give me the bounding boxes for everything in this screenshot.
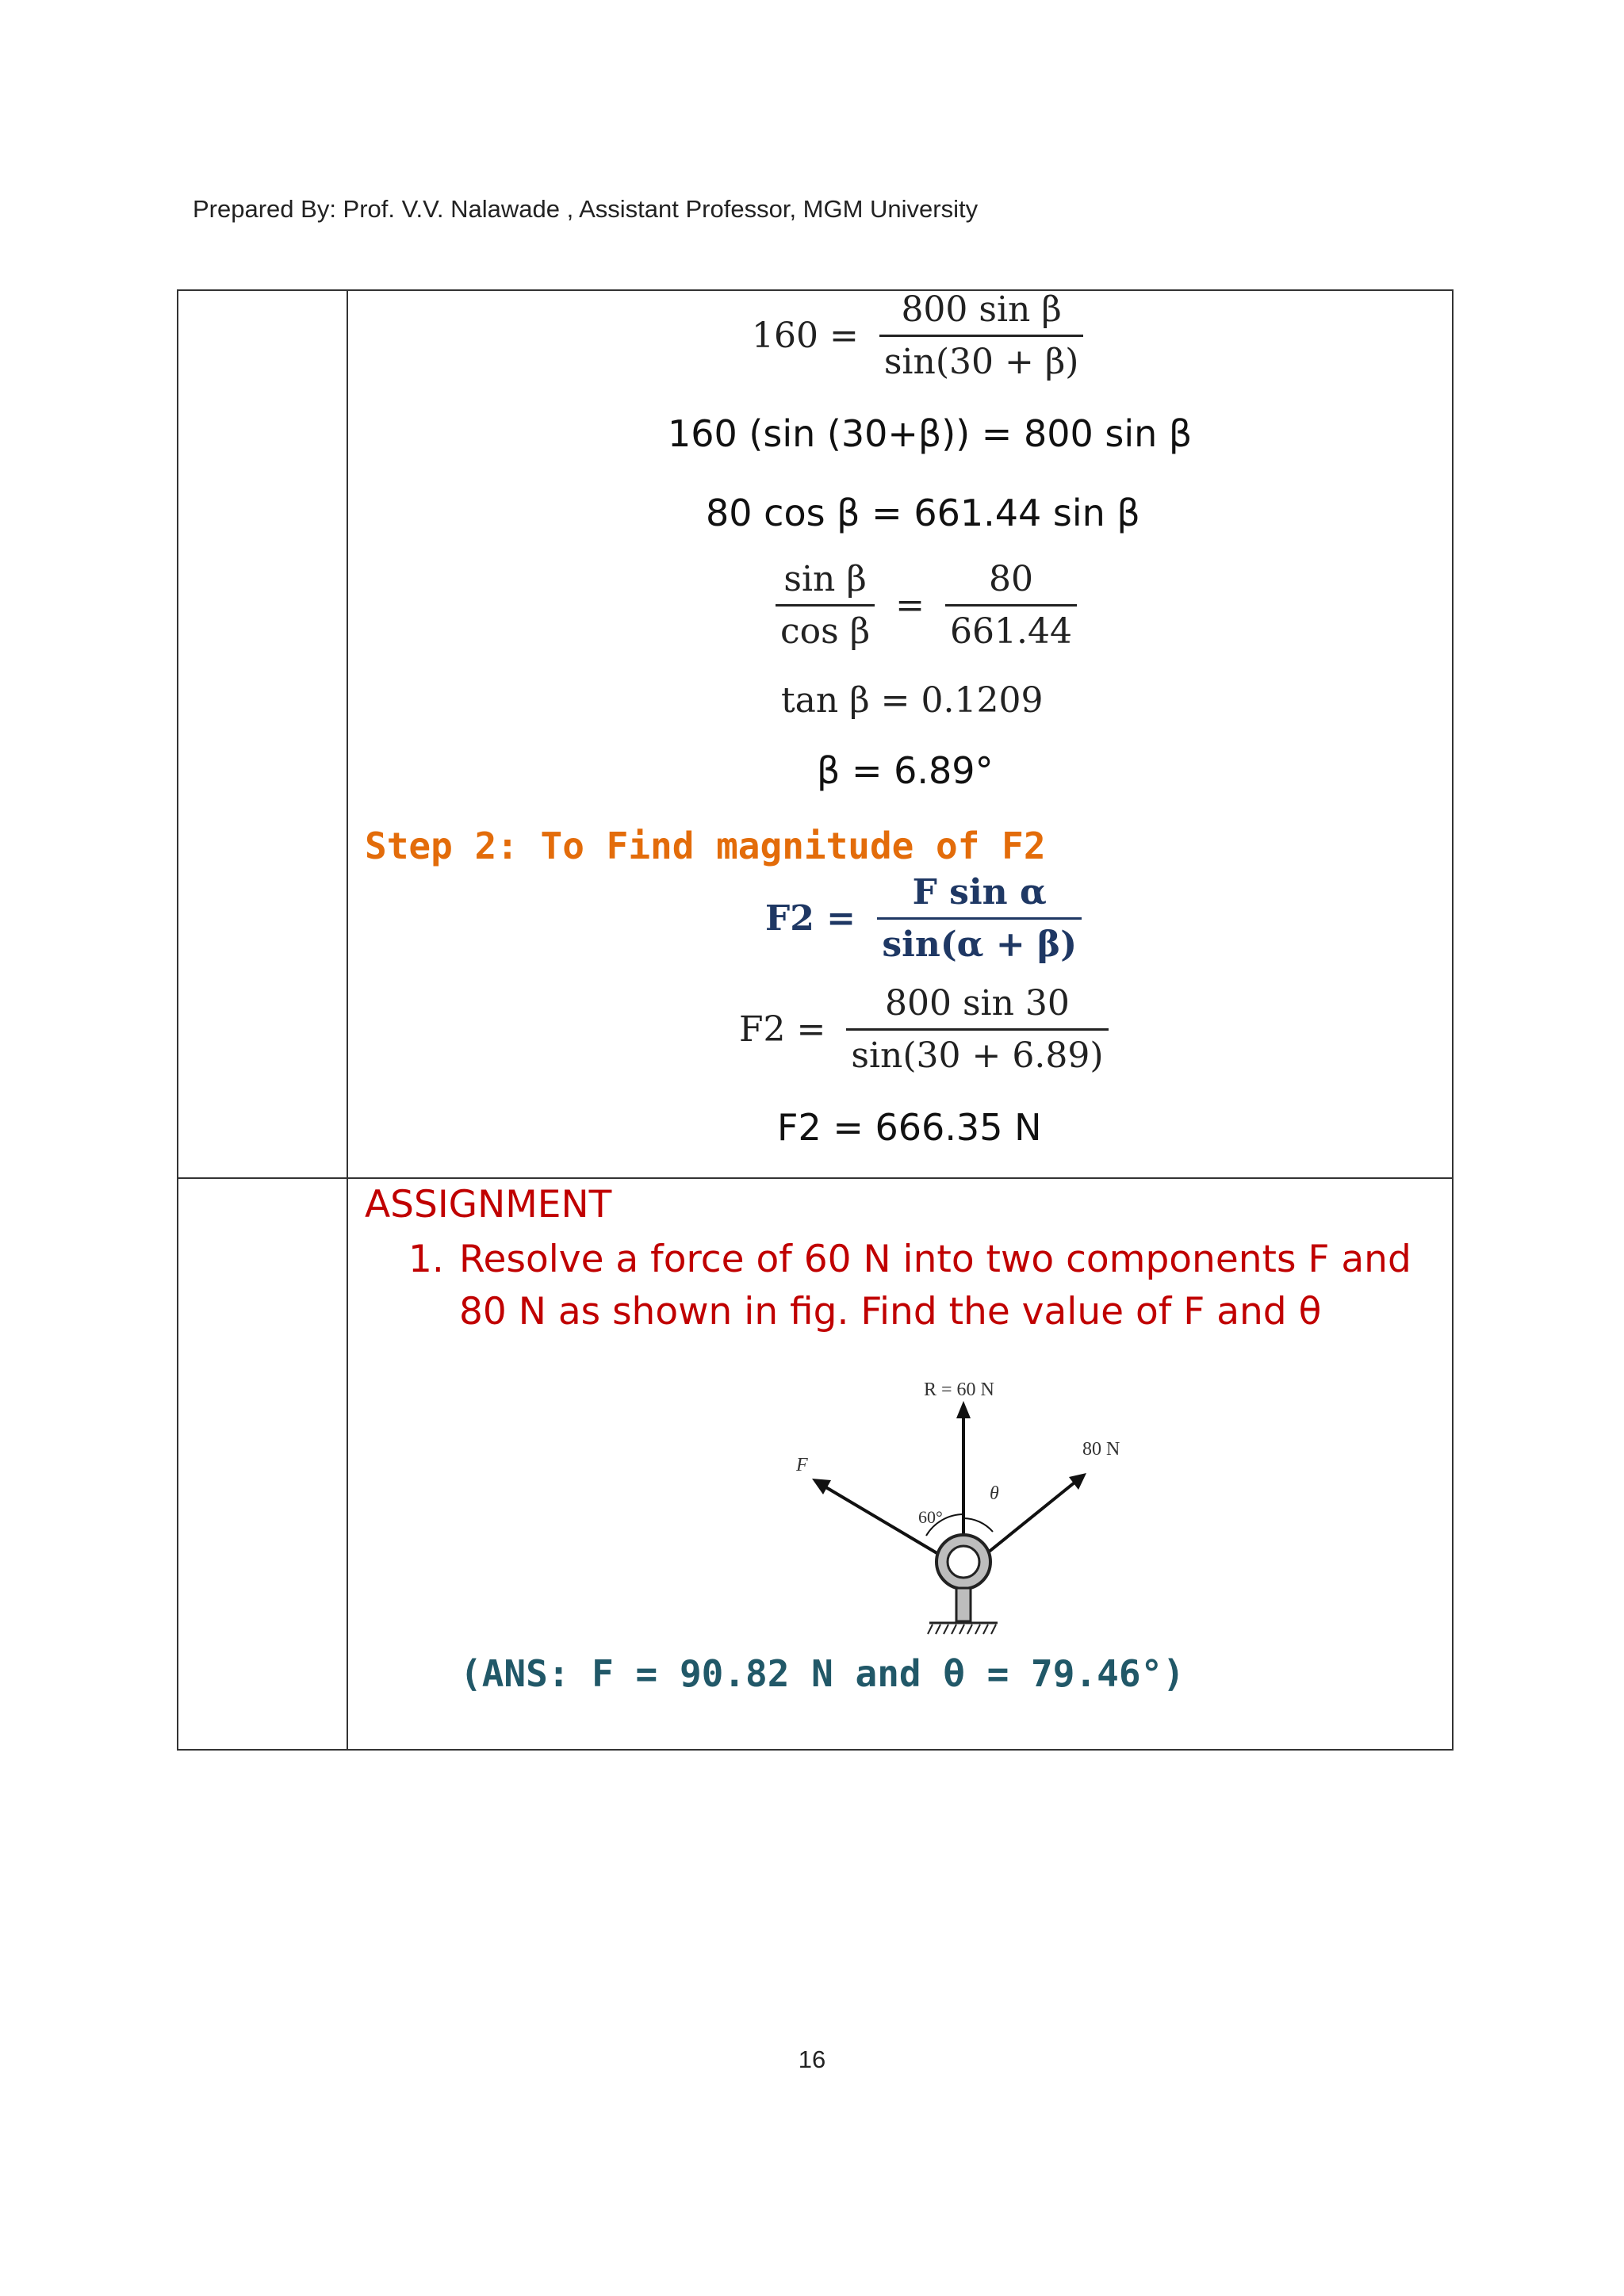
page-header: Prepared By: Prof. V.V. Nalawade , Assistant Professor, MGM University bbox=[193, 195, 979, 223]
eq1-denominator: sin(30 + β) bbox=[879, 335, 1084, 382]
r-label: R = 60 N bbox=[924, 1380, 994, 1400]
angle-theta-arc bbox=[963, 1518, 993, 1532]
eq7-numerator: F sin α bbox=[912, 872, 1047, 913]
equation-6: β = 6.89° bbox=[817, 749, 994, 792]
page-number: 16 bbox=[798, 2045, 826, 2073]
equation-3: 80 cos β = 661.44 sin β bbox=[706, 492, 1140, 534]
eq4-right-numerator: 80 bbox=[989, 559, 1033, 599]
eye-ring-inner bbox=[948, 1546, 979, 1578]
equation-5: tan β = 0.1209 bbox=[781, 680, 1044, 721]
eq8-lhs: F2 = bbox=[739, 1009, 826, 1050]
r-arrowhead bbox=[956, 1401, 971, 1418]
assignment-title: ASSIGNMENT bbox=[365, 1183, 612, 1226]
equation-1 bbox=[752, 289, 1083, 382]
equation-9: F2 = 666.35 N bbox=[777, 1106, 1042, 1149]
equation-7 bbox=[765, 872, 1082, 965]
eye-stem bbox=[956, 1588, 971, 1621]
eq8-denominator: sin(30 + 6.89) bbox=[846, 1028, 1108, 1076]
eq4-left-numerator: sin β bbox=[783, 559, 867, 599]
eq1-numerator: 800 sin β bbox=[901, 289, 1062, 330]
eq4-left-fraction bbox=[776, 559, 875, 652]
eighty-n-label: 80 N bbox=[1082, 1439, 1120, 1460]
force-diagram bbox=[777, 1368, 1142, 1653]
angle-60-label: 60° bbox=[918, 1507, 943, 1527]
f-label: F bbox=[796, 1455, 808, 1475]
answer-text: (ANS: F = 90.82 N and θ = 79.46°) bbox=[460, 1652, 1185, 1695]
eq8-fraction bbox=[846, 983, 1108, 1076]
eighty-n-arrowhead bbox=[1069, 1473, 1086, 1490]
eq4-equals: = bbox=[895, 585, 925, 626]
step-2-heading: Step 2: To Find magnitude of F2 bbox=[365, 825, 1046, 867]
theta-label: θ bbox=[990, 1483, 999, 1504]
eq7-denominator: sin(α + β) bbox=[877, 917, 1082, 965]
eq7-lhs: F2 = bbox=[765, 898, 856, 939]
eq7-fraction bbox=[877, 872, 1082, 965]
eq4-left-denominator: cos β bbox=[776, 604, 875, 652]
eq8-numerator: 800 sin 30 bbox=[884, 983, 1070, 1024]
assignment-question bbox=[408, 1234, 1431, 1338]
table-row-divider bbox=[177, 1177, 1454, 1179]
equation-2: 160 (sin (30+β)) = 800 sin β bbox=[668, 412, 1193, 455]
equation-8 bbox=[739, 983, 1109, 1076]
question-number: 1. bbox=[408, 1238, 444, 1281]
question-text: Resolve a force of 60 N into two components F and 80 N as shown in fig. Find the value of F and θ bbox=[459, 1238, 1411, 1334]
ground-hatch bbox=[928, 1624, 996, 1634]
eq4-right-fraction bbox=[945, 559, 1077, 652]
table-column-divider bbox=[347, 289, 348, 1751]
eq1-lhs: 160 = bbox=[752, 316, 859, 356]
equation-4 bbox=[776, 559, 1077, 652]
f-arrowhead bbox=[812, 1479, 831, 1494]
eq1-fraction bbox=[879, 289, 1084, 382]
eq4-right-denominator: 661.44 bbox=[945, 604, 1077, 652]
